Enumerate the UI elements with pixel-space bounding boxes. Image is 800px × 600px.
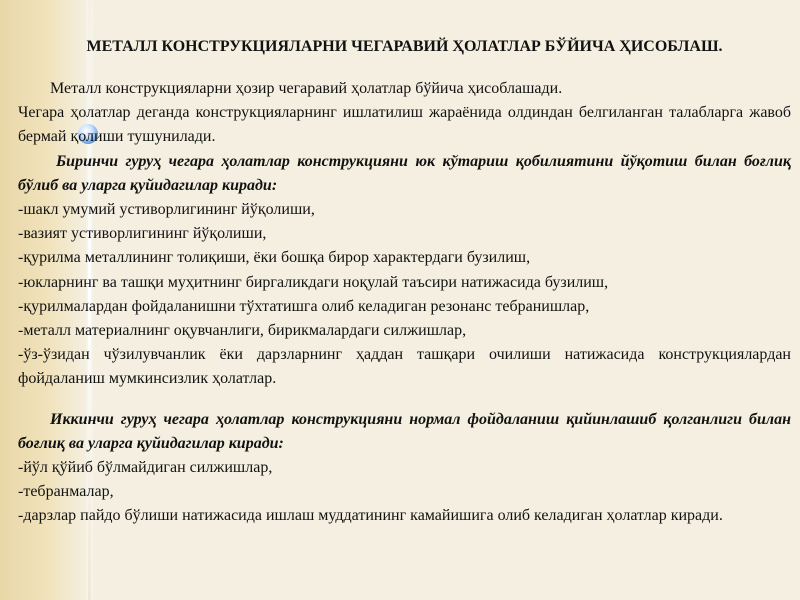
- list-item: -дарзлар пайдо бўлиши натижасида ишлаш муддатининг камайишига олиб келадиган ҳолатлар киради.: [18, 507, 723, 525]
- list-item: -ўз-ўзидан чўзилувчанлик ёки дарзларнинг ҳаддан ташқари очилиши натижасида конструкциялардан фойдаланиш мумкинсизлик ҳолатлар.: [18, 346, 791, 388]
- list-item: -йўл қўйиб бўлмайдиган силжишлар,: [18, 459, 273, 477]
- list-item: -юкларнинг ва ташқи муҳитнинг биргаликдаги ноқулай таъсири натижасида бузилиш,: [18, 273, 609, 291]
- list-item: -вазият устиворлигининг йўқолиши,: [18, 225, 267, 243]
- group1-heading: Биринчи гуруҳ чегара ҳолатлар конструкцияни юк кўтариш қобилиятини йўқотиш билан боғлиқ бўлиб ва уларга қуйидагилар киради:: [18, 152, 791, 194]
- list-item: -тебранмалар,: [18, 483, 114, 501]
- intro-line: Металл конструкцияларни ҳозир чегаравий ҳолатлар бўйича ҳисоблашади.: [50, 80, 563, 97]
- group1-list: [18, 198, 791, 392]
- list-item: -қурилмалардан фойдаланишни тўхтатишга олиб келадиган резонанс тебранишлар,: [18, 297, 590, 315]
- intro-paragraph: Чегара ҳолатлар деганда конструкцияларнинг ишлатилиш жараёнида олдиндан белгиланган талабларга жавоб бермай қолиши тушунилади.: [18, 104, 791, 146]
- spacer: [18, 392, 791, 408]
- list-item: -қурилма металлининг толиқиши, ёки бошқа бирор характердаги бузилиш,: [18, 249, 531, 267]
- group2-heading: Иккинчи гуруҳ чегара ҳолатлар конструкцияни нормал фойдаланиш қийинлашиб қолганлиги билан боғлиқ ва уларга қуйидагилар киради:: [18, 410, 791, 452]
- slide-content: [18, 35, 791, 529]
- list-item: -металл материалнинг оқувчанлиги, бирикмалардаги силжишлар,: [18, 322, 467, 340]
- page-title: МЕТАЛЛ КОНСТРУКЦИЯЛАРНИ ЧЕГАРАВИЙ ҲОЛАТЛАР БЎЙИЧА ҲИСОБЛАШ.: [86, 38, 723, 55]
- list-item: -шакл умумий устиворлигининг йўқолиши,: [18, 201, 315, 219]
- group2-list: [18, 456, 791, 529]
